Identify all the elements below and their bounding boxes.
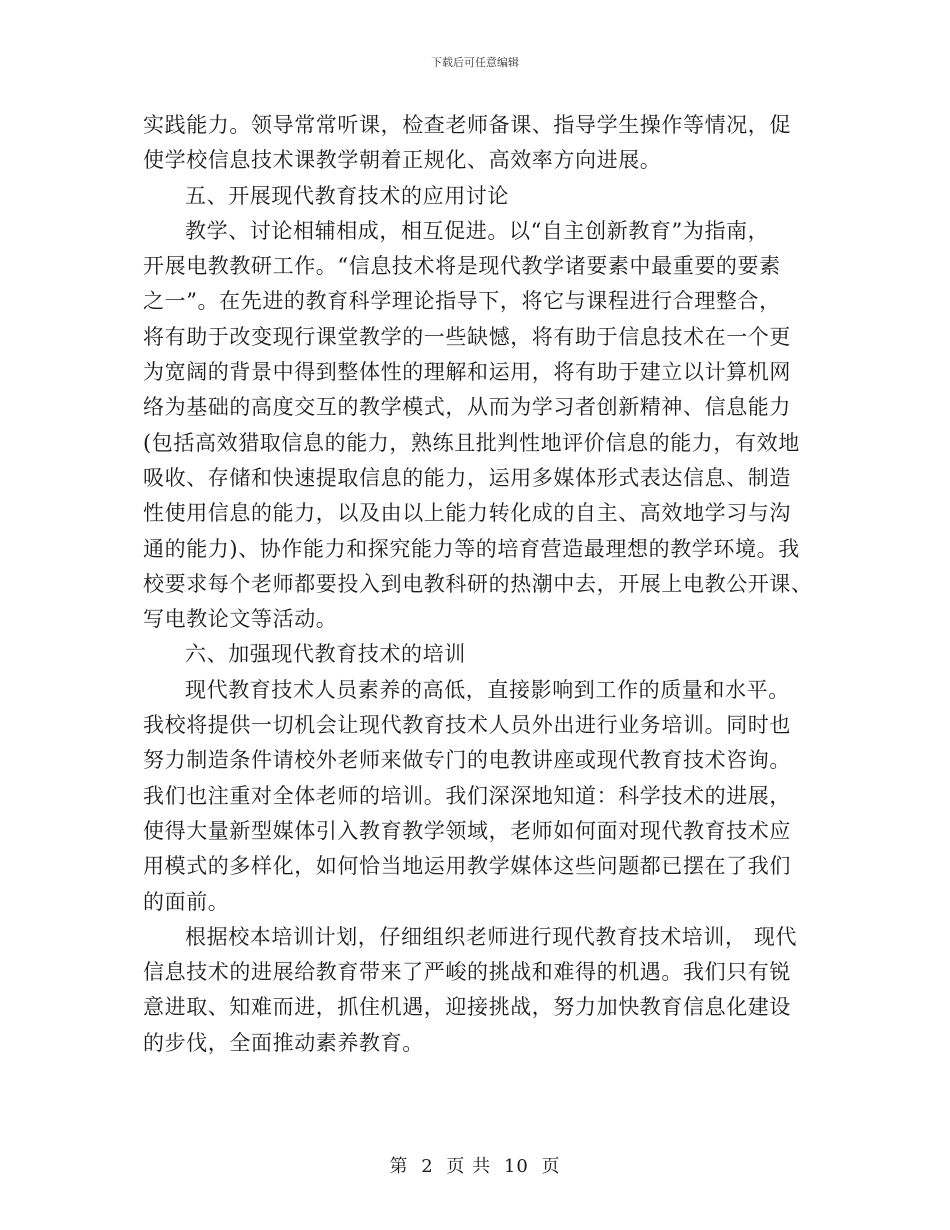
- section-heading-6: 六、加强现代教育技术的培训: [185, 642, 466, 667]
- text-line: 我们也注重对全体老师的培训。我们深深地知道：科学技术的进展，: [143, 783, 791, 808]
- text-line: 络为基础的高度交互的教学模式，从而为学习者创新精神、信息能力: [143, 395, 791, 420]
- text-line: 现代教育技术人员素养的高低，直接影响到工作的质量和水平。: [185, 677, 790, 702]
- total-pages: 10: [503, 1156, 529, 1177]
- document-body: [143, 108, 813, 1061]
- footer-prefix: 第: [389, 1156, 409, 1177]
- page-header: 下载后可任意编辑: [431, 56, 519, 69]
- page-footer: [0, 1152, 950, 1178]
- text-line: 为宽阔的背景中得到整体性的理解和运用，将有助于建立以计算机网: [143, 360, 791, 385]
- text-line: 意进取、知难而进，抓住机遇，迎接挑战，努力加快教育信息化建设: [143, 995, 791, 1020]
- text-line: 的步伐，全面推动素养教育。: [143, 1030, 424, 1055]
- text-line: 将有助于改变现行课堂教学的一些缺憾，将有助于信息技术在一个更: [143, 324, 791, 349]
- page-number: 2: [421, 1156, 434, 1177]
- text-line: 我校将提供一切机会让现代教育技术人员外出进行业务培训。同时也: [143, 713, 791, 738]
- text-line: 校要求每个老师都要投入到电教科研的热潮中去，开展上电教公开课、: [143, 571, 813, 596]
- text-line: 开展电教教研工作。“信息技术将是现代教学诸要素中最重要的要素: [143, 254, 781, 279]
- section-heading-5: 五、开展现代教育技术的应用讨论: [185, 183, 509, 208]
- text-line: 努力制造条件请校外老师来做专门的电教讲座或现代教育技术咨询。: [143, 748, 791, 773]
- text-line: 写电教论文等活动。: [143, 607, 338, 632]
- text-line: 之一”。在先进的教育科学理论指导下，将它与课程进行合理整合，: [143, 289, 781, 314]
- text-line: (包括高效猎取信息的能力，熟练且批判性地评价信息的能力，有效地: [143, 430, 800, 455]
- text-line: 使学校信息技术课教学朝着正规化、高效率方向进展。: [143, 148, 662, 173]
- text-line: 的面前。: [143, 889, 230, 914]
- text-line: 通的能力)、协作能力和探究能力等的培育营造最理想的教学环境。我: [143, 536, 800, 561]
- text-line: 根据校本培训计划，仔细组织老师进行现代教育技术培训， 现代: [185, 924, 798, 949]
- text-line: 实践能力。领导常常听课，检查老师备课、指导学生操作等情况，促: [143, 113, 791, 137]
- footer-middle: 页 共: [446, 1156, 492, 1177]
- text-line: 信息技术的进展给教育带来了严峻的挑战和难得的机遇。我们只有锐: [143, 960, 791, 985]
- text-line: 吸收、存储和快速提取信息的能力，运用多媒体形式表达信息、制造: [143, 465, 791, 490]
- text-line: 使得大量新型媒体引入教育教学领域，老师如何面对现代教育技术应: [143, 818, 791, 843]
- text-line: 教学、讨论相辅相成，相互促进。以“自主创新教育”为指南，: [185, 218, 770, 243]
- footer-suffix: 页: [541, 1156, 561, 1177]
- text-line: 用模式的多样化，如何恰当地运用教学媒体这些问题都已摆在了我们: [143, 854, 791, 879]
- text-line: 性使用信息的能力，以及由以上能力转化成的自主、高效地学习与沟: [143, 501, 791, 526]
